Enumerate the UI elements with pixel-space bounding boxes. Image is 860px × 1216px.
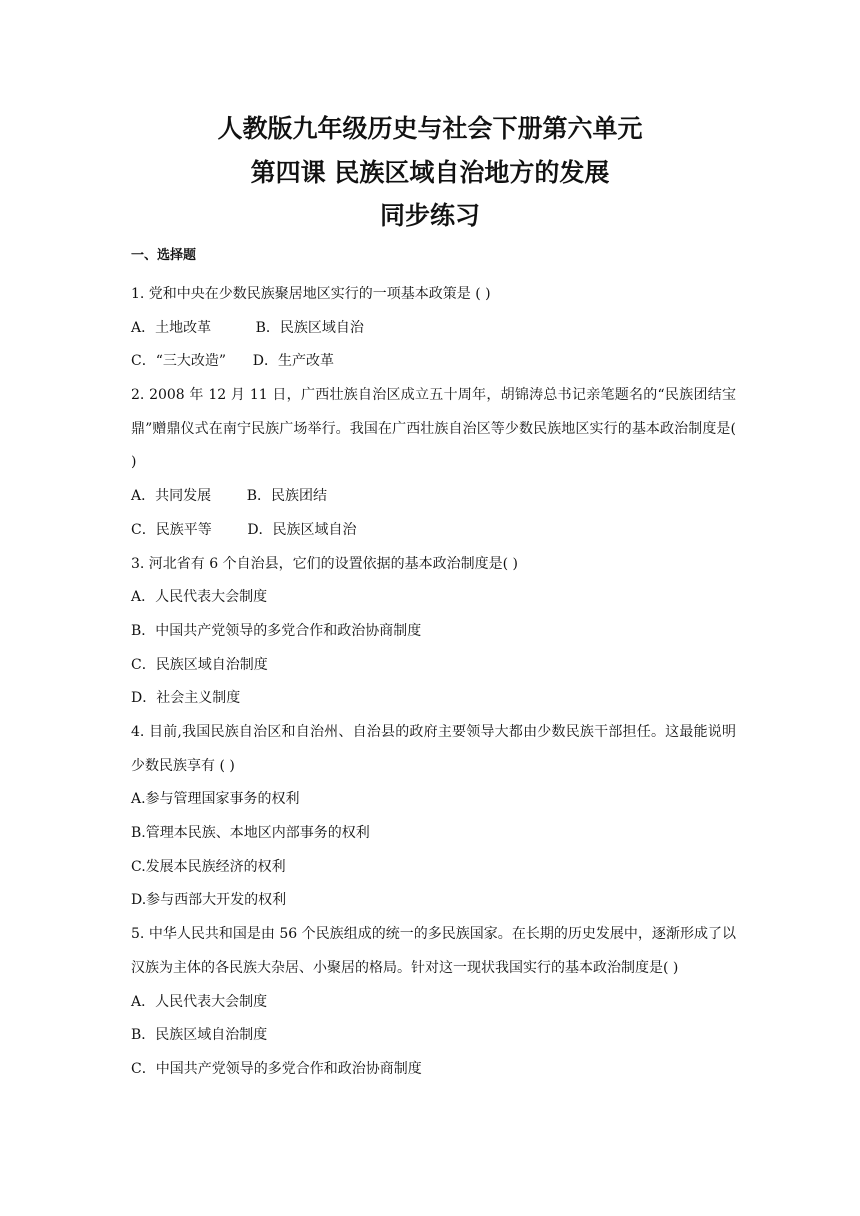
- question-4-option-a: A.参与管理国家事务的权利: [131, 791, 300, 808]
- question-2-option-line-2: C．民族平等 D．民族区域自治: [131, 521, 357, 538]
- question-4-option-d: D.参与西部大开发的权利: [131, 892, 287, 909]
- question-4-stem: 4. 目前,我国民族自治区和自治州、自治县的政府主要领导大都由少数民族干部担任。这最能说明少数民族享有 ( ): [131, 724, 736, 774]
- question-4-option-b: B.管理本民族、本地区内部事务的权利: [131, 825, 370, 842]
- question-5-option-b: B．民族区域自治制度: [131, 1027, 268, 1044]
- question-2: [131, 379, 736, 547]
- question-4: [131, 716, 736, 918]
- question-2-stem: 2. 2008 年 12 月 11 日，广西壮族自治区成立五十周年，胡锦涛总书记亲笔题名的“民族团结宝鼎”赠鼎仪式在南宁民族广场举行。我国在广西壮族自治区等少数民族地区实行的基本政治制度是( ): [131, 387, 736, 471]
- document-title-line-3: 同步练习: [379, 201, 480, 230]
- question-5-option-a: A．人民代表大会制度: [131, 993, 268, 1010]
- question-list: [131, 278, 736, 1087]
- document-title-line-1: 人教版九年级历史与社会下册第六单元: [217, 114, 643, 143]
- question-1: [131, 278, 736, 379]
- question-3-option-c: C．民族区域自治制度: [131, 656, 268, 673]
- document-title-line-2: 第四课 民族区域自治地方的发展: [250, 158, 610, 187]
- question-3-option-b: B．中国共产党领导的多党合作和政治协商制度: [131, 622, 422, 639]
- question-1-option-line-2: C．“三大改造” D．生产改革: [131, 353, 334, 370]
- question-4-option-c: C.发展本民族经济的权利: [131, 858, 286, 875]
- section-heading: 一、选择题: [131, 248, 197, 263]
- question-3-stem: 3. 河北省有 6 个自治县，它们的设置依据的基本政治制度是( ): [131, 555, 518, 572]
- question-5: [131, 918, 736, 1086]
- question-5-stem: 5. 中华人民共和国是由 56 个民族组成的统一的多民族国家。在长期的历史发展中，逐渐形成了以汉族为主体的各民族大杂居、小聚居的格局。针对这一现状我国实行的基本政治制度是( ): [131, 926, 736, 976]
- question-5-option-c: C．中国共产党领导的多党合作和政治协商制度: [131, 1060, 422, 1077]
- question-3-option-a: A．人民代表大会制度: [131, 589, 268, 606]
- question-3: [131, 548, 736, 716]
- question-3-option-d: D．社会主义制度: [131, 690, 241, 707]
- question-1-option-line-1: A．土地改革 B．民族区域自治: [131, 319, 364, 336]
- question-1-stem: 1. 党和中央在少数民族聚居地区实行的一项基本政策是 ( ): [131, 286, 491, 302]
- question-2-option-line-1: A．共同发展 B．民族团结: [131, 488, 327, 505]
